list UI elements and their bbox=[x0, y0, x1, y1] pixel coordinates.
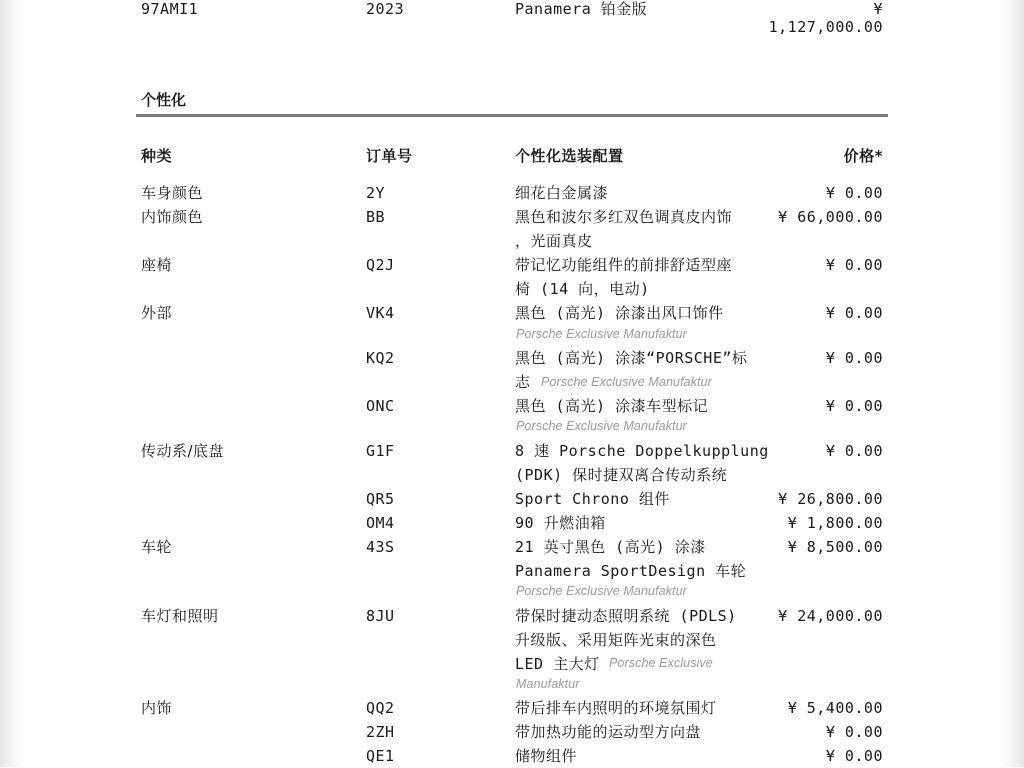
row-code: KQ2 bbox=[366, 349, 395, 367]
page-shadow-right bbox=[1002, 0, 1024, 767]
header-order-number: 订单号 bbox=[366, 147, 413, 165]
row-code: ONC bbox=[366, 397, 395, 415]
row-category: 车身颜色 bbox=[141, 184, 204, 202]
row-category: 内饰 bbox=[141, 699, 173, 717]
row-code: Q2J bbox=[366, 256, 395, 274]
row-category: 车灯和照明 bbox=[141, 607, 219, 625]
row-option: Sport Chrono 组件 bbox=[515, 490, 670, 508]
exclusive-note: Porsche Exclusive bbox=[609, 656, 713, 670]
row-code: G1F bbox=[366, 442, 395, 460]
row-price: ¥ 0.00 bbox=[825, 397, 883, 415]
section-divider bbox=[136, 114, 888, 117]
row-code: 43S bbox=[366, 538, 395, 556]
row-price: ¥ 0.00 bbox=[825, 442, 883, 460]
row-option-cont: 椅 (14 向，电动) bbox=[515, 280, 650, 298]
exclusive-note: Porsche Exclusive Manufaktur bbox=[541, 375, 712, 389]
row-option: 带记忆功能组件的前排舒适型座 bbox=[515, 256, 733, 274]
row-option: 21 英寸黑色 (高光) 涂漆 bbox=[515, 538, 706, 556]
row-option: 黑色 (高光) 涂漆出风口饰件 bbox=[515, 304, 724, 322]
row-code: 2ZH bbox=[366, 723, 395, 741]
row-price: ¥ 0.00 bbox=[825, 256, 883, 274]
page-shadow-left bbox=[0, 0, 22, 767]
row-option: 90 升燃油箱 bbox=[515, 514, 606, 532]
row-option-cont: 志 bbox=[515, 373, 531, 391]
row-code: QQ2 bbox=[366, 699, 395, 717]
header-price: 价格* bbox=[843, 147, 883, 165]
row-option: 带加热功能的运动型方向盘 bbox=[515, 723, 702, 741]
row-price: ¥ 8,500.00 bbox=[787, 538, 883, 556]
row-code: QE1 bbox=[366, 747, 395, 765]
header-category: 种类 bbox=[141, 147, 173, 165]
row-option: 黑色 (高光) 涂漆车型标记 bbox=[515, 397, 709, 415]
row-option-cont: ，光面真皮 bbox=[515, 232, 593, 250]
row-option: 黑色和波尔多红双色调真皮内饰 bbox=[515, 208, 733, 226]
row-price: ¥ 0.00 bbox=[825, 723, 883, 741]
row-category: 外部 bbox=[141, 304, 173, 322]
row-option: 带保时捷动态照明系统 (PDLS) bbox=[515, 607, 737, 625]
model-name: Panamera 铂金版 bbox=[515, 0, 648, 18]
row-category: 车轮 bbox=[141, 538, 173, 556]
row-code: VK4 bbox=[366, 304, 395, 322]
row-option-cont: LED 主大灯 bbox=[515, 655, 600, 673]
row-code: QR5 bbox=[366, 490, 395, 508]
base-price: 1,127,000.00 bbox=[768, 18, 883, 36]
row-price: ¥ 0.00 bbox=[825, 304, 883, 322]
row-code: OM4 bbox=[366, 514, 395, 532]
row-option: 细花白金属漆 bbox=[515, 184, 609, 202]
row-code: 2Y bbox=[366, 184, 386, 202]
row-price: ¥ 1,800.00 bbox=[787, 514, 883, 532]
row-price: ¥ 24,000.00 bbox=[778, 607, 883, 625]
model-code: 97AMI1 bbox=[141, 0, 199, 18]
row-option-cont: Panamera SportDesign 车轮 bbox=[515, 562, 747, 580]
row-code: 8JU bbox=[366, 607, 395, 625]
exclusive-note: Porsche Exclusive Manufaktur bbox=[516, 584, 687, 598]
row-option-cont: (PDK) 保时捷双离合传动系统 bbox=[515, 466, 728, 484]
row-code: BB bbox=[366, 208, 386, 226]
base-price-currency: ¥ bbox=[873, 0, 883, 18]
section-title: 个性化 bbox=[141, 91, 187, 109]
exclusive-note: Porsche Exclusive Manufaktur bbox=[516, 419, 687, 433]
row-price: ¥ 5,400.00 bbox=[787, 699, 883, 717]
row-price: ¥ 0.00 bbox=[825, 747, 883, 765]
row-option-cont: 升级版、采用矩阵光束的深色 bbox=[515, 631, 717, 649]
row-price: ¥ 0.00 bbox=[825, 184, 883, 202]
row-price: ¥ 66,000.00 bbox=[778, 208, 883, 226]
row-option: 储物组件 bbox=[515, 747, 578, 765]
row-price: ¥ 26,800.00 bbox=[778, 490, 883, 508]
exclusive-note-cont: Manufaktur bbox=[516, 677, 580, 691]
exclusive-note: Porsche Exclusive Manufaktur bbox=[516, 327, 687, 341]
header-option: 个性化选装配置 bbox=[515, 147, 624, 165]
model-year: 2023 bbox=[366, 0, 405, 18]
row-price: ¥ 0.00 bbox=[825, 349, 883, 367]
row-option: 黑色 (高光) 涂漆“PORSCHE”标 bbox=[515, 349, 748, 367]
row-option: 带后排车内照明的环境氛围灯 bbox=[515, 699, 717, 717]
row-category: 传动系/底盘 bbox=[141, 442, 225, 460]
row-option: 8 速 Porsche Doppelkupplung bbox=[515, 442, 769, 460]
row-category: 座椅 bbox=[141, 256, 173, 274]
row-category: 内饰颜色 bbox=[141, 208, 204, 226]
